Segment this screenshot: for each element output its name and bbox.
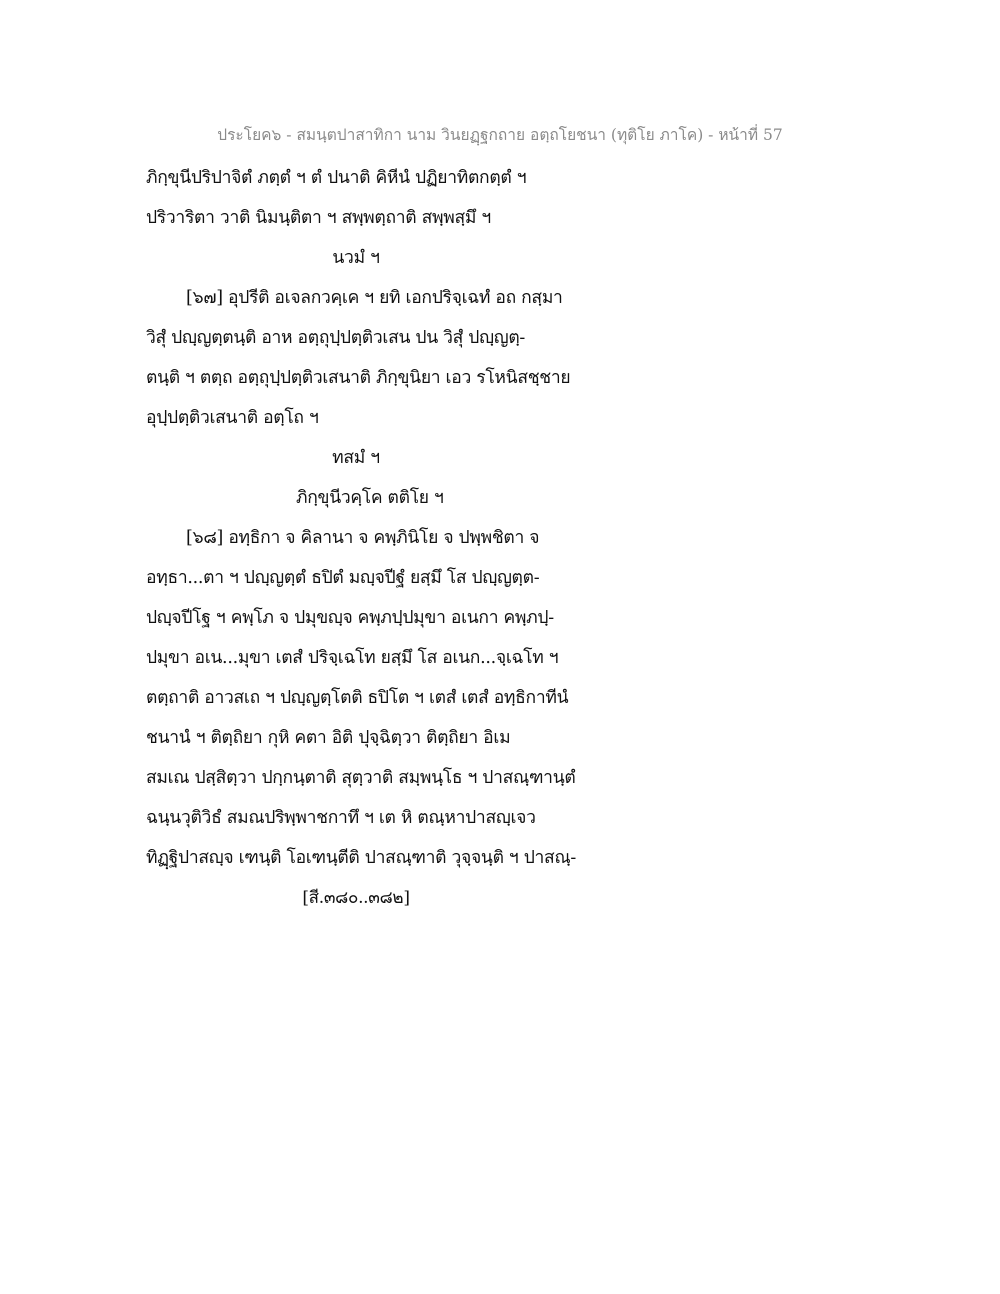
section-end-marker: นวมํ ฯ: [332, 248, 380, 268]
paragraph-start-line: [๖๗] อุปรีติ อเจลกวคฺเค ฯ ยทิ เอกปริจฺเฉทํ อถ กสฺมา: [186, 288, 563, 308]
text-line: ชนานํ ฯ ติตฺถิยา กุหิ คตา อิติ ปุจฺฉิตฺวา ติตฺถิยา อิเม: [146, 728, 511, 748]
text-line: ฉนฺนวุติวิธํ สมณปริพฺพาชกาทึ ฯ เต หิ ตณฺหาปาสญฺเจว: [146, 808, 536, 828]
text-line: ปริวาริตา วาติ นิมนฺติตา ฯ สพฺพตฺถาติ สพฺพสฺมึ ฯ: [146, 208, 491, 228]
page-header: ประโยค๖ - สมนฺตปาสาทิกา นาม วินยฏฺฐกถาย อตฺถโยชนา (ทุติโย ภาโค) - หน้าที่ 57: [217, 126, 783, 144]
text-line: วิสุํ ปญฺญตฺตนฺติ อาห อตฺถุปฺปตฺติวเสน ปน วิสุํ ปญฺญตฺ-: [146, 328, 526, 348]
section-end-marker: ทสมํ ฯ: [332, 448, 380, 468]
text-line: ภิกฺขุนีปริปาจิตํ ภตฺตํ ฯ ตํ ปนาติ คิหีนํ ปฏิยาทิตกตฺตํ ฯ: [146, 168, 527, 188]
chapter-title: ภิกฺขุนีวคฺโค ตติโย ฯ: [296, 488, 444, 508]
text-line: ทิฏฺฐิปาสญฺจ เฑนฺติ โอเฑนฺตีติ ปาสณฺฑาติ วุจฺจนฺติ ฯ ปาสณฺ-: [146, 848, 576, 868]
text-line: ปมุขา อเน...มุขา เตสํ ปริจฺเฉโท ยสฺมึ โส อเนก...จฺเฉโท ฯ: [146, 648, 559, 668]
page-body: [146, 158, 706, 918]
paragraph-start-line: [๖๘] อทฺธิกา จ คิลานา จ คพฺภินิโย จ ปพฺพชิตา จ: [186, 528, 540, 548]
text-line: ตนฺติ ฯ ตตฺถ อตฺถุปฺปตฺติวเสนาติ ภิกฺขุนิยา เอว รโหนิสชฺชาย: [146, 368, 571, 388]
text-line: อทฺธา...ตา ฯ ปญฺญตฺตํ ธปิตํ มญฺจปีฐํ ยสฺมึ โส ปญฺญตฺต-: [146, 568, 540, 588]
text-line: ตตฺถาติ อาวสเถ ฯ ปญฺญตฺโตติ ธปิโต ฯ เตสํ เตสํ อทฺธิกาทีนํ: [146, 688, 569, 708]
text-line: ปญฺจปีโฐ ฯ คพฺโภ จ ปมุขญฺจ คพฺภปฺปมุขา อเนกา คพฺภปฺ-: [146, 608, 554, 628]
page-reference: [สี.๓๘๐..๓๘๒]: [302, 888, 410, 908]
text-line: อุปฺปตฺติวเสนาติ อตฺโถ ฯ: [146, 408, 319, 428]
text-line: สมเณ ปสฺสิตฺวา ปกฺกนฺตาติ สุตฺวาติ สมฺพนฺโธ ฯ ปาสณฺฑานฺตํ: [146, 768, 576, 788]
